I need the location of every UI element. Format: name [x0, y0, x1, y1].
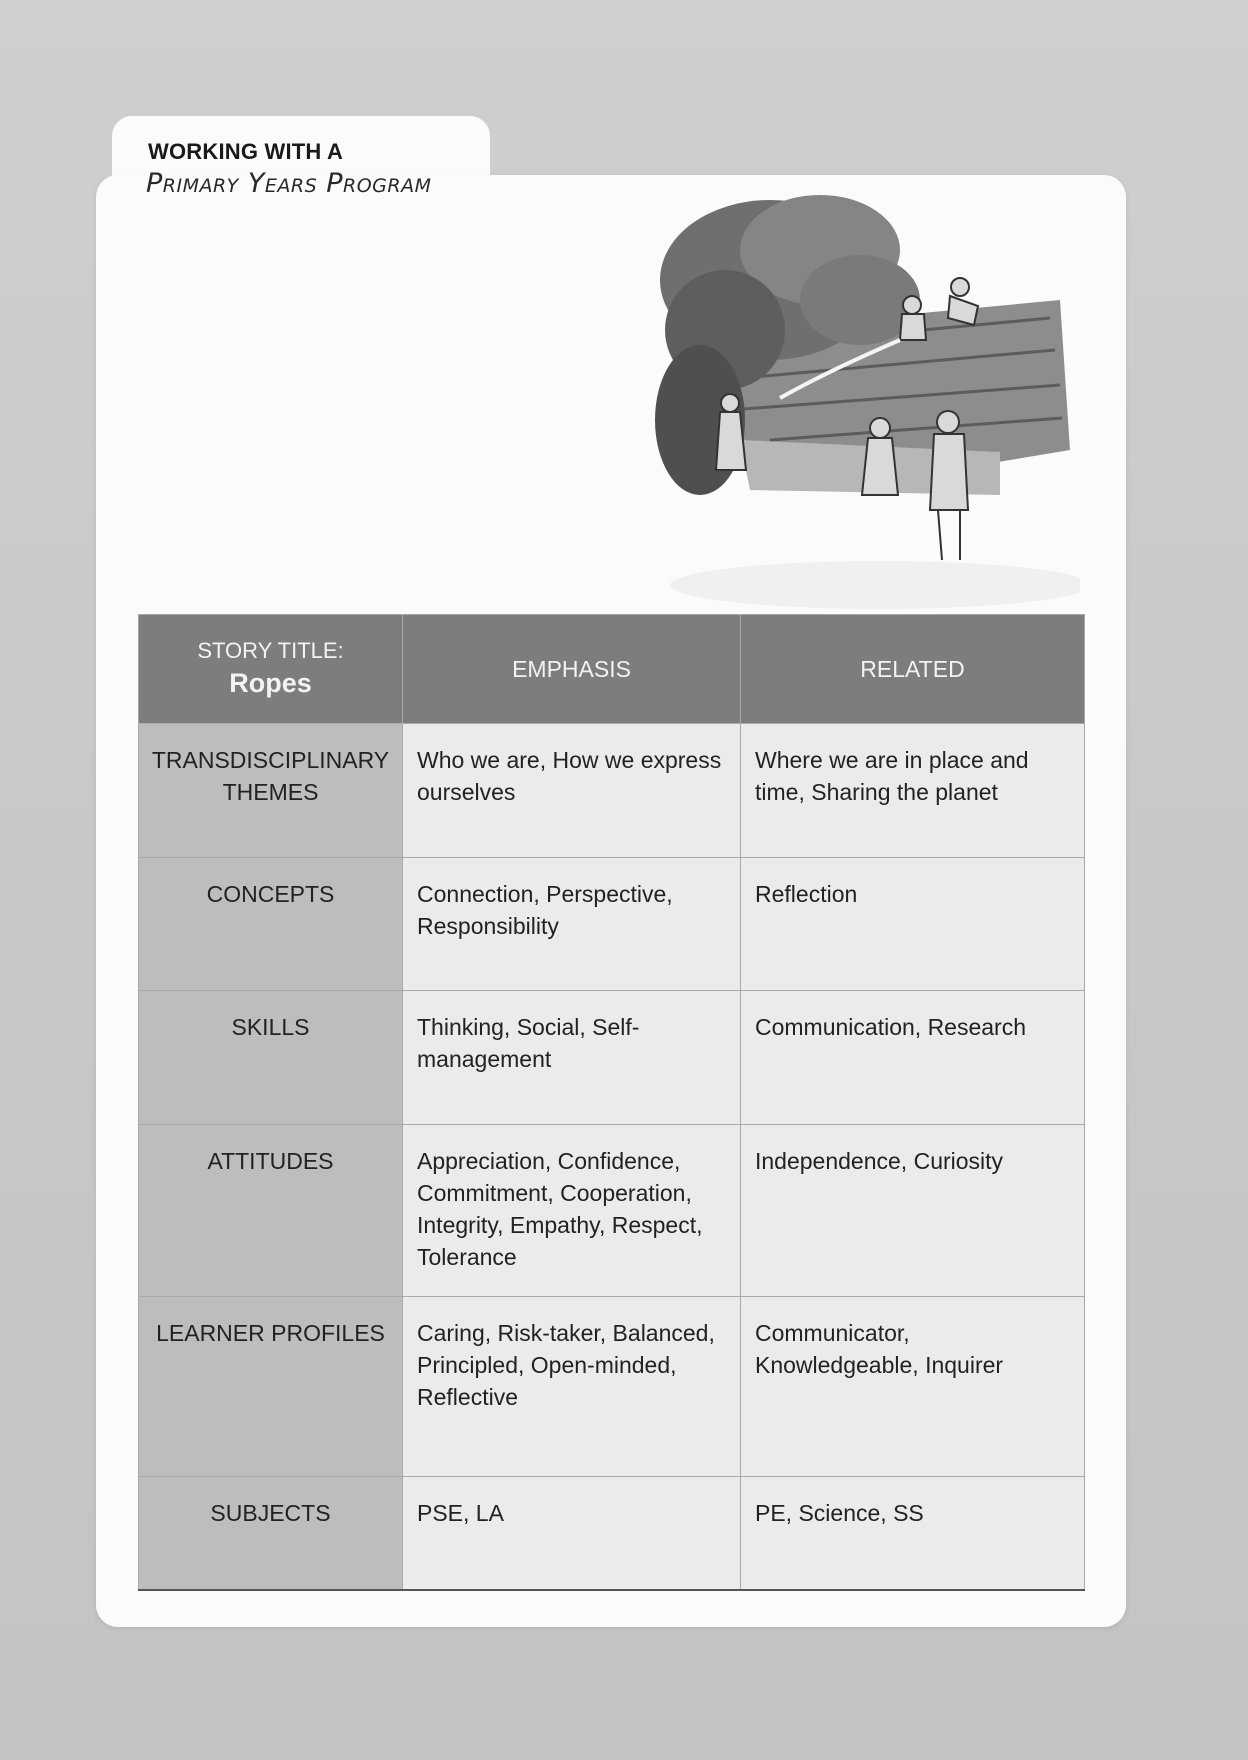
pyp-story-table	[138, 614, 1085, 1591]
table-row	[139, 1477, 1085, 1590]
row-label-skills: SKILLS	[139, 991, 403, 1125]
table-row	[139, 1125, 1085, 1297]
subjects-related: PE, Science, SS	[741, 1477, 1085, 1590]
story-title-header	[139, 615, 403, 724]
table-row	[139, 724, 1085, 858]
skills-related: Communication, Research	[741, 991, 1085, 1125]
row-label-learner-profiles: LEARNER PROFILES	[139, 1297, 403, 1477]
table-row	[139, 1297, 1085, 1477]
header-title-line2: Primary Years Program	[146, 168, 432, 199]
tree-and-people-illustration	[630, 190, 1080, 620]
subjects-emphasis: PSE, LA	[403, 1477, 741, 1590]
row-label-concepts: CONCEPTS	[139, 858, 403, 991]
learner-profiles-emphasis: Caring, Risk-taker, Balanced, Principled, Open-minded, Reflective	[403, 1297, 741, 1477]
table-header-row	[139, 615, 1085, 724]
row-label-attitudes: ATTITUDES	[139, 1125, 403, 1297]
story-title-label: STORY TITLE:	[197, 638, 344, 663]
concepts-emphasis: Connection, Perspective, Responsibility	[403, 858, 741, 991]
concepts-related: Reflection	[741, 858, 1085, 991]
attitudes-emphasis: Appreciation, Confidence, Commitment, Cooperation, Integrity, Empathy, Respect, Tolerance	[403, 1125, 741, 1297]
themes-related: Where we are in place and time, Sharing the planet	[741, 724, 1085, 858]
header-title-line1: WORKING WITH A	[148, 139, 344, 164]
row-label-themes: TRANSDISCIPLINARY THEMES	[139, 724, 403, 858]
table-row	[139, 858, 1085, 991]
skills-emphasis: Thinking, Social, Self-management	[403, 991, 741, 1125]
learner-profiles-related: Communicator, Knowledgeable, Inquirer	[741, 1297, 1085, 1477]
row-label-subjects: SUBJECTS	[139, 1477, 403, 1590]
attitudes-related: Independence, Curiosity	[741, 1125, 1085, 1297]
related-column-header: RELATED	[741, 615, 1085, 724]
themes-emphasis: Who we are, How we express ourselves	[403, 724, 741, 858]
emphasis-column-header: EMPHASIS	[403, 615, 741, 724]
story-title-value: Ropes	[229, 668, 312, 698]
table-row	[139, 991, 1085, 1125]
